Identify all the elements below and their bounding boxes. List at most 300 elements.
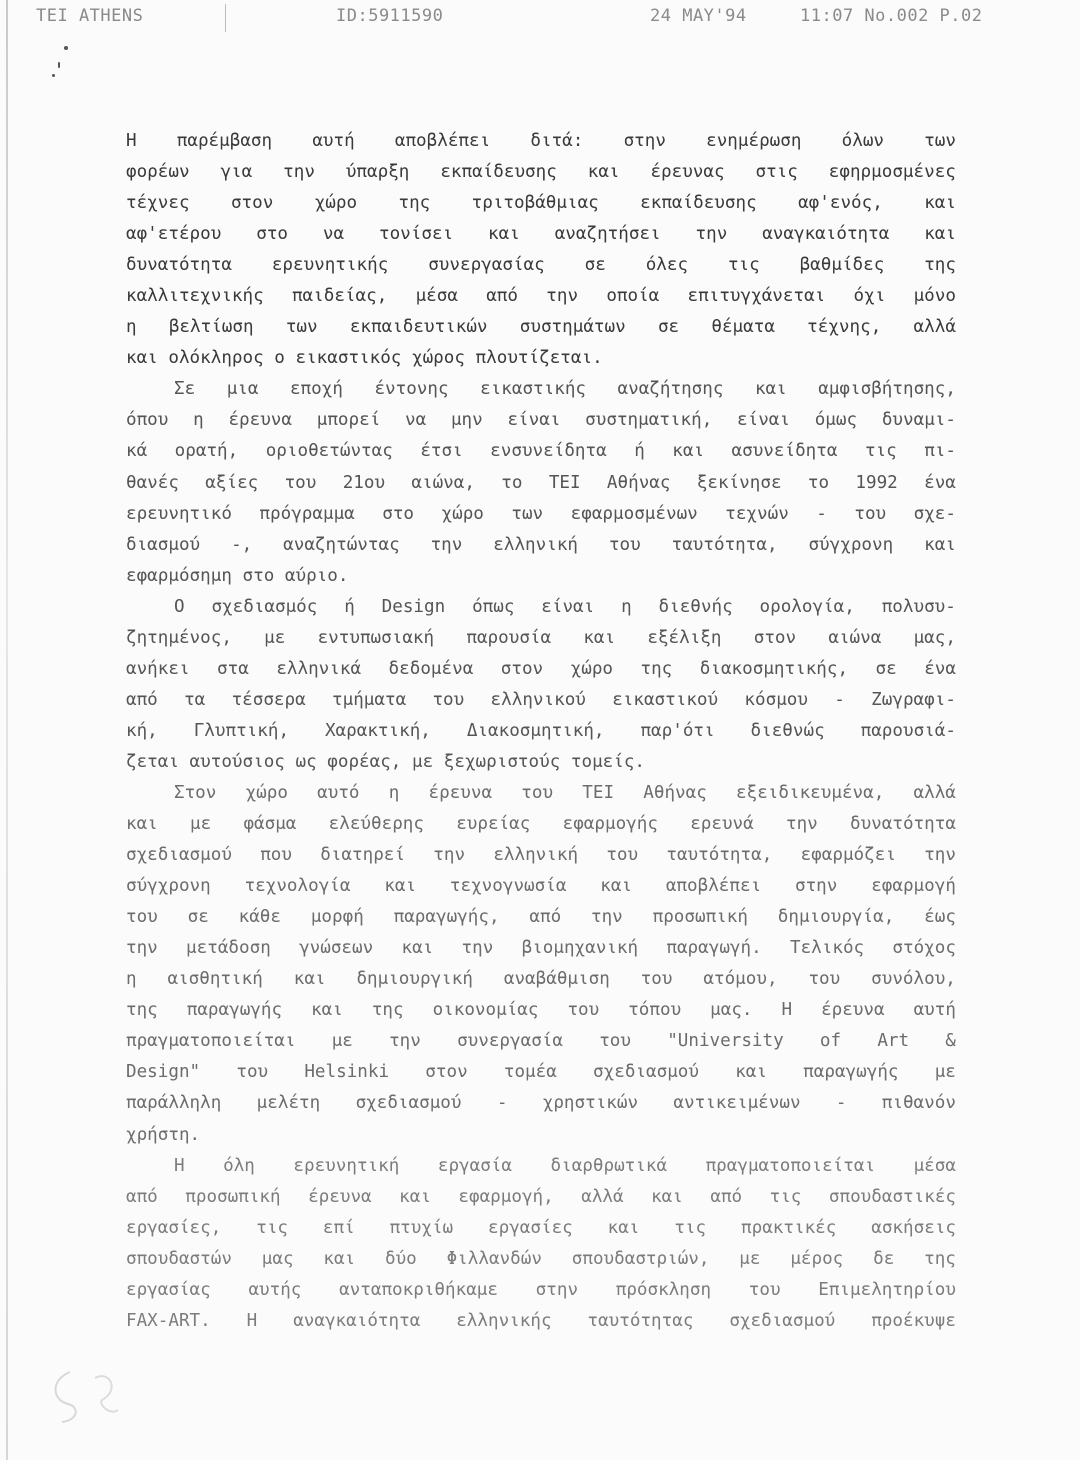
text-word: παρέμβαση [176, 131, 273, 151]
text-word: εφηρμοσμένες [828, 162, 956, 183]
text-word: Διακοσμητική, [466, 720, 605, 741]
text-word: έως [924, 907, 956, 928]
text-word: εκπαίδευσης [640, 193, 757, 214]
text-word: στην [535, 1279, 579, 1300]
text-word: τομέα [503, 1062, 557, 1083]
text-word: ελληνικά [276, 658, 362, 679]
text-word: την [433, 845, 466, 866]
text-word: ευρείας [456, 814, 531, 835]
text-line [126, 374, 956, 405]
text-line [126, 188, 956, 219]
text-line [126, 1275, 956, 1306]
text-word: Η [126, 131, 137, 151]
text-word: ελληνική [493, 534, 579, 555]
text-word: γνώσεων [299, 938, 374, 959]
text-word: ερευνητική [293, 1155, 400, 1176]
text-word: εφαρμογή [871, 876, 956, 897]
text-word: ασκήσεις [871, 1217, 956, 1238]
text-word: και [399, 1186, 431, 1207]
text-line [126, 499, 956, 530]
text-word: ελληνικού [490, 689, 586, 710]
text-word: Ο [174, 596, 185, 617]
text-word: και [607, 1217, 640, 1238]
text-word: αλλά [581, 1186, 624, 1207]
text-word: όλων [841, 131, 885, 151]
text-word: συνόλου, [871, 969, 956, 990]
text-word: εντυπωσιακή [317, 627, 435, 648]
text-word: αποβλέπει [394, 131, 491, 151]
text-word: της [398, 193, 431, 214]
text-line [126, 716, 956, 747]
text-line [126, 654, 956, 685]
text-word: της [126, 1000, 158, 1021]
text-word: την [785, 814, 818, 835]
text-word: χώρο [314, 193, 358, 214]
text-word: ορατή, [174, 441, 239, 462]
text-word: παραγωγής [803, 1062, 899, 1083]
text-word: αναγκαιότητα [293, 1310, 421, 1331]
text-line [126, 436, 956, 467]
text-word: δυνατότητα [850, 814, 956, 835]
text-word: και [488, 224, 520, 245]
text-word: διεθνής [658, 596, 733, 617]
text-word: τα [184, 689, 206, 710]
text-word: Χαρακτική, [324, 720, 431, 741]
text-word: του [432, 689, 465, 710]
text-line: ζεται αυτούσιος ως φορέας, με ξεχωριστούς τομείς. [126, 751, 646, 772]
text-word: αλλά [913, 782, 956, 803]
text-word: καλλιτεχνικής [126, 286, 264, 307]
text-word: κή, [126, 720, 158, 741]
text-word: έρευνας [650, 162, 725, 183]
text-word: εφαρμογής [562, 814, 658, 835]
text-word: Art [877, 1031, 910, 1052]
text-word: από [529, 907, 562, 928]
text-word: ενημέρωση [706, 131, 802, 151]
fax-sender: TEI ATHENS [36, 6, 144, 26]
text-line [126, 995, 956, 1026]
text-word: στον [500, 658, 544, 679]
text-line [126, 1182, 956, 1213]
text-word: ενσυνείδητα [490, 441, 607, 462]
text-word: με [739, 1248, 761, 1269]
text-line [126, 468, 956, 499]
text-word: η [126, 969, 137, 990]
text-word: στο [256, 224, 289, 245]
text-word: συνεργασία [457, 1031, 563, 1052]
text-word: την [591, 907, 623, 928]
text-word: πραγματοποιείται [705, 1155, 876, 1176]
text-word: κόσμου [744, 689, 808, 710]
text-line [126, 778, 956, 809]
text-word: από [710, 1186, 743, 1207]
text-word: όμως [814, 410, 858, 431]
text-word: και [651, 1186, 683, 1207]
text-word: τις [864, 441, 897, 462]
text-word: έρευνα [308, 1186, 372, 1207]
text-word: σε [875, 658, 897, 679]
text-word: του [854, 503, 887, 524]
text-word: χώρο [441, 503, 484, 524]
text-word: του [126, 907, 158, 928]
text-word: ανήκει [126, 658, 190, 679]
text-line [126, 126, 956, 157]
text-word: της [924, 1248, 956, 1269]
text-word: την [695, 224, 728, 245]
text-word: στον [425, 1062, 468, 1083]
text-word: δε [873, 1248, 895, 1269]
handwritten-mark [40, 1360, 130, 1430]
text-word: εργασίες, [126, 1217, 222, 1238]
text-word: πολυσυ- [881, 596, 956, 617]
text-word: σχεδιασμός [211, 596, 318, 617]
text-word: ελεύθερης [328, 814, 424, 835]
text-word: ΤΕΙ [582, 782, 615, 803]
text-line [126, 964, 956, 995]
text-line [126, 840, 956, 871]
text-word: 21ου [342, 472, 386, 493]
text-word: τεχνολογία [244, 876, 351, 897]
text-word: να [405, 410, 427, 431]
text-word: ταυτότητα, [666, 845, 773, 866]
text-word: τεχνογνωσία [449, 876, 567, 897]
text-word: και [293, 969, 326, 990]
text-word: εκπαίδευσης [440, 162, 557, 183]
text-word: αιώνα [828, 627, 882, 648]
text-word: οικονομίας [432, 1000, 539, 1021]
text-word: μορφή [310, 907, 364, 928]
text-word: βιομηχανική [521, 938, 639, 959]
text-word: την [126, 938, 158, 959]
text-word: & [945, 1031, 956, 1052]
text-word: και [924, 193, 956, 214]
text-word: και [126, 814, 158, 835]
text-word: και [672, 441, 705, 462]
scan-edge [6, 0, 8, 1460]
text-word: αισθητική [167, 969, 263, 990]
text-word: από [126, 689, 158, 710]
text-word: του [748, 1279, 781, 1300]
text-line: χρήστη. [126, 1124, 201, 1145]
text-word: το [501, 472, 523, 493]
text-word: αυτή [312, 131, 355, 151]
text-word: σχεδιασμού [355, 1093, 462, 1114]
text-word: ασυνείδητα [731, 441, 838, 462]
text-word: όπου [126, 410, 169, 431]
text-word: κά [126, 441, 148, 462]
text-word: εργασίες [488, 1217, 573, 1238]
text-word: διασμού [126, 534, 201, 555]
text-word: Η [781, 1000, 793, 1021]
text-word: Επιμελητηρίου [818, 1279, 956, 1300]
text-line [126, 809, 956, 840]
text-word: των [511, 503, 544, 524]
text-word: της [924, 255, 956, 276]
text-word: αυτής [248, 1279, 302, 1300]
text-word: αφ'ετέρου [126, 224, 222, 245]
text-word: πρόγραμμα [259, 503, 355, 524]
scan-speck [64, 46, 68, 50]
text-word: εφαρμοσμένων [570, 503, 698, 524]
text-word: αμφισβήτησης, [818, 379, 956, 400]
text-word: χώρο [245, 782, 288, 803]
text-word: αναγκαιότητα [762, 224, 890, 245]
text-word: φορέων [126, 162, 190, 183]
fax-id: ID:5911590 [336, 6, 444, 26]
text-word: τόπου [628, 1000, 682, 1021]
text-line [126, 1057, 956, 1088]
text-line [126, 281, 956, 312]
text-word: αποβλέπει [665, 876, 762, 897]
text-word: συνεργασίας [428, 255, 545, 276]
text-word: φάσμα [243, 814, 297, 835]
text-word: εφαρμογή, [458, 1186, 554, 1207]
text-word: τονίσει [378, 224, 454, 245]
text-word: της [371, 1000, 404, 1021]
text-word: το [807, 472, 830, 493]
text-line [126, 902, 956, 933]
text-word: πιθανόν [881, 1093, 956, 1114]
text-word: μέσα [913, 1155, 956, 1176]
text-word: μην [450, 410, 483, 431]
text-word: -, [231, 534, 253, 555]
text-word: για [220, 162, 253, 183]
text-word: ή [634, 441, 645, 462]
text-word: ένα [924, 658, 956, 679]
text-word: της [640, 658, 673, 679]
text-word: στο [382, 503, 415, 524]
text-word: σε [657, 317, 680, 338]
text-word: εξειδικευμένα, [736, 782, 885, 803]
text-word: ανταποκριθήκαμε [339, 1279, 498, 1300]
text-word: τέσσερα [231, 689, 306, 710]
text-word: αιώνα, [411, 472, 475, 493]
text-line [126, 1244, 956, 1275]
text-word: ύπαρξη [345, 162, 410, 183]
text-word: σχεδιασμού [126, 845, 232, 866]
text-word: και [401, 938, 434, 959]
text-word: κάθε [238, 907, 281, 928]
text-word: τέχνης, [807, 317, 882, 338]
text-word: την [430, 534, 463, 555]
text-word: με [934, 1062, 956, 1083]
text-word: σπουδαστριών, [571, 1248, 710, 1269]
text-word: και [600, 876, 633, 897]
text-word: πρόσκληση [615, 1279, 712, 1300]
text-word: είναι [507, 410, 561, 431]
text-word: Γλυπτική, [193, 720, 290, 741]
text-word: Η [246, 1310, 258, 1331]
text-word: την [389, 1031, 421, 1052]
text-word: του [640, 969, 673, 990]
fax-date: 24 MAY'94 [650, 6, 747, 26]
text-word: τις [727, 255, 760, 276]
text-word: διακοσμητικής, [699, 658, 849, 679]
text-word: μας. [710, 1000, 753, 1021]
text-word: τμήματα [332, 689, 407, 710]
text-word: των [285, 317, 318, 338]
text-word: αντικειμένων [673, 1093, 801, 1114]
text-word: η [193, 410, 204, 431]
text-word: ερευνητικό [126, 503, 232, 524]
text-word: την [924, 845, 956, 866]
text-word: έτσι [420, 441, 463, 462]
text-word: οποία [606, 286, 660, 307]
text-word: Στον [174, 782, 217, 803]
text-line: εφαρμόσημη στο αύριο. [126, 565, 349, 586]
text-word: δημιουργία, [777, 907, 895, 928]
text-word: η [621, 596, 632, 617]
text-word: πτυχίω [389, 1217, 454, 1238]
text-word: του [608, 534, 641, 555]
text-word: από [486, 286, 518, 307]
text-word: μπορεί [316, 410, 381, 431]
text-word: σχε- [913, 503, 956, 524]
text-word: παραγωγής [186, 1000, 283, 1021]
text-word: να [322, 224, 345, 245]
text-word: στόχος [892, 938, 956, 959]
text-word: Σε [174, 379, 196, 400]
text-word: του [808, 969, 841, 990]
text-word: παρ'ότι [640, 720, 715, 741]
text-word: την [461, 938, 494, 959]
text-word: έρευνα [821, 1000, 885, 1021]
text-word: είναι [541, 596, 595, 617]
text-word: όλη [223, 1155, 255, 1176]
text-word: και [754, 379, 787, 400]
text-word: συστημάτων [519, 317, 626, 338]
text-word: αναζητήσει [554, 224, 661, 245]
text-line [126, 530, 956, 561]
text-word: επί [322, 1217, 355, 1238]
text-word: δυναμι- [881, 410, 956, 431]
text-line [126, 250, 956, 281]
text-word: χώρο [570, 658, 614, 679]
text-word: η [126, 317, 137, 338]
text-line [126, 871, 956, 902]
text-word: μια [226, 379, 259, 400]
text-word: όλες [645, 255, 689, 276]
text-word: εκπαιδευτικών [349, 317, 488, 338]
text-word: of [819, 1031, 842, 1052]
text-word: Design [381, 596, 446, 617]
text-word: πι- [924, 441, 956, 462]
text-word: αναζήτησης [617, 379, 724, 400]
text-word: έρευνα [228, 410, 292, 431]
text-word: στις [755, 162, 798, 183]
text-word: ή [344, 596, 355, 617]
text-line [126, 933, 956, 964]
text-word: από [126, 1186, 158, 1207]
text-word: σπουδαστών [126, 1248, 232, 1269]
text-line [126, 1026, 956, 1057]
text-word: - [816, 503, 827, 524]
text-word: παραγωγή. [666, 938, 762, 959]
text-line [126, 1306, 956, 1337]
text-word: Helsinki [304, 1062, 390, 1083]
text-word: στην [623, 131, 666, 151]
text-word: και [384, 876, 417, 897]
text-word: τριτοβάθμιας [471, 193, 599, 214]
text-word: παιδείας, [291, 286, 388, 307]
text-line [126, 1151, 956, 1182]
text-word: Αθήνας [643, 782, 707, 803]
fax-transmission-header [0, 6, 1080, 28]
text-word: την [283, 162, 315, 183]
text-line [126, 157, 956, 188]
text-word: αφ'ενός, [798, 193, 883, 214]
text-word: των [924, 131, 956, 151]
text-word: με [331, 1031, 353, 1052]
text-word: διτά: [530, 131, 584, 151]
text-word: αναβάθμιση [503, 969, 610, 990]
text-word: εικαστικής [480, 379, 587, 400]
text-word: σε [584, 255, 606, 276]
text-word: βαθμίδες [799, 255, 885, 276]
text-word: 1992 [855, 472, 898, 493]
text-word: σπουδαστικές [828, 1186, 956, 1207]
text-word: ένα [924, 472, 956, 493]
text-line [126, 219, 956, 250]
text-word: αλλά [913, 317, 956, 338]
text-word: Τελικός [789, 938, 865, 959]
text-word: και [924, 224, 956, 245]
text-word: εποχή [289, 379, 343, 400]
text-word: παράλληλη [126, 1093, 222, 1114]
text-word: "University [667, 1031, 784, 1052]
text-word: του [284, 472, 317, 493]
text-word: όχι [853, 286, 886, 307]
text-word: διεθνώς [750, 720, 825, 741]
text-word: την [546, 286, 579, 307]
fax-time-page: 11:07 No.002 P.02 [800, 6, 983, 26]
text-word: στην [795, 876, 838, 897]
text-word: ΤΕΙ [548, 472, 581, 493]
text-word: σε [187, 907, 209, 928]
document-body [126, 126, 956, 1337]
text-word: αξίες [205, 472, 259, 493]
text-word: στα [217, 658, 249, 679]
text-line [126, 592, 956, 623]
text-word: επιτυγχάνεται [687, 286, 826, 307]
text-word: αυτή [913, 1000, 956, 1021]
text-word: θέματα [711, 317, 775, 338]
text-word: μας [261, 1248, 294, 1269]
text-word: που [260, 845, 292, 866]
text-word: τέχνες [126, 193, 190, 214]
text-word: σχεδιασμού [729, 1310, 836, 1331]
text-word: παραγωγής, [393, 907, 500, 928]
text-word: παρουσιά- [860, 720, 956, 741]
text-word: και [735, 1062, 767, 1083]
text-word: ελληνική [493, 845, 579, 866]
text-word: Ζωγραφι- [871, 689, 956, 710]
text-line [126, 685, 956, 716]
text-word: του [599, 1031, 631, 1052]
text-word: εξέλιξη [647, 627, 722, 648]
text-word: και [311, 1000, 343, 1021]
text-word: και [924, 534, 956, 555]
text-word: τις [256, 1217, 289, 1238]
text-word: θανές [126, 472, 179, 493]
text-word: στον [230, 193, 274, 214]
text-line [126, 623, 956, 654]
text-word: προσωπική [652, 907, 748, 928]
scan-speck [58, 62, 60, 68]
text-word: του [521, 782, 554, 803]
text-word: σχεδιασμού [593, 1062, 699, 1083]
text-word: του [236, 1062, 269, 1083]
